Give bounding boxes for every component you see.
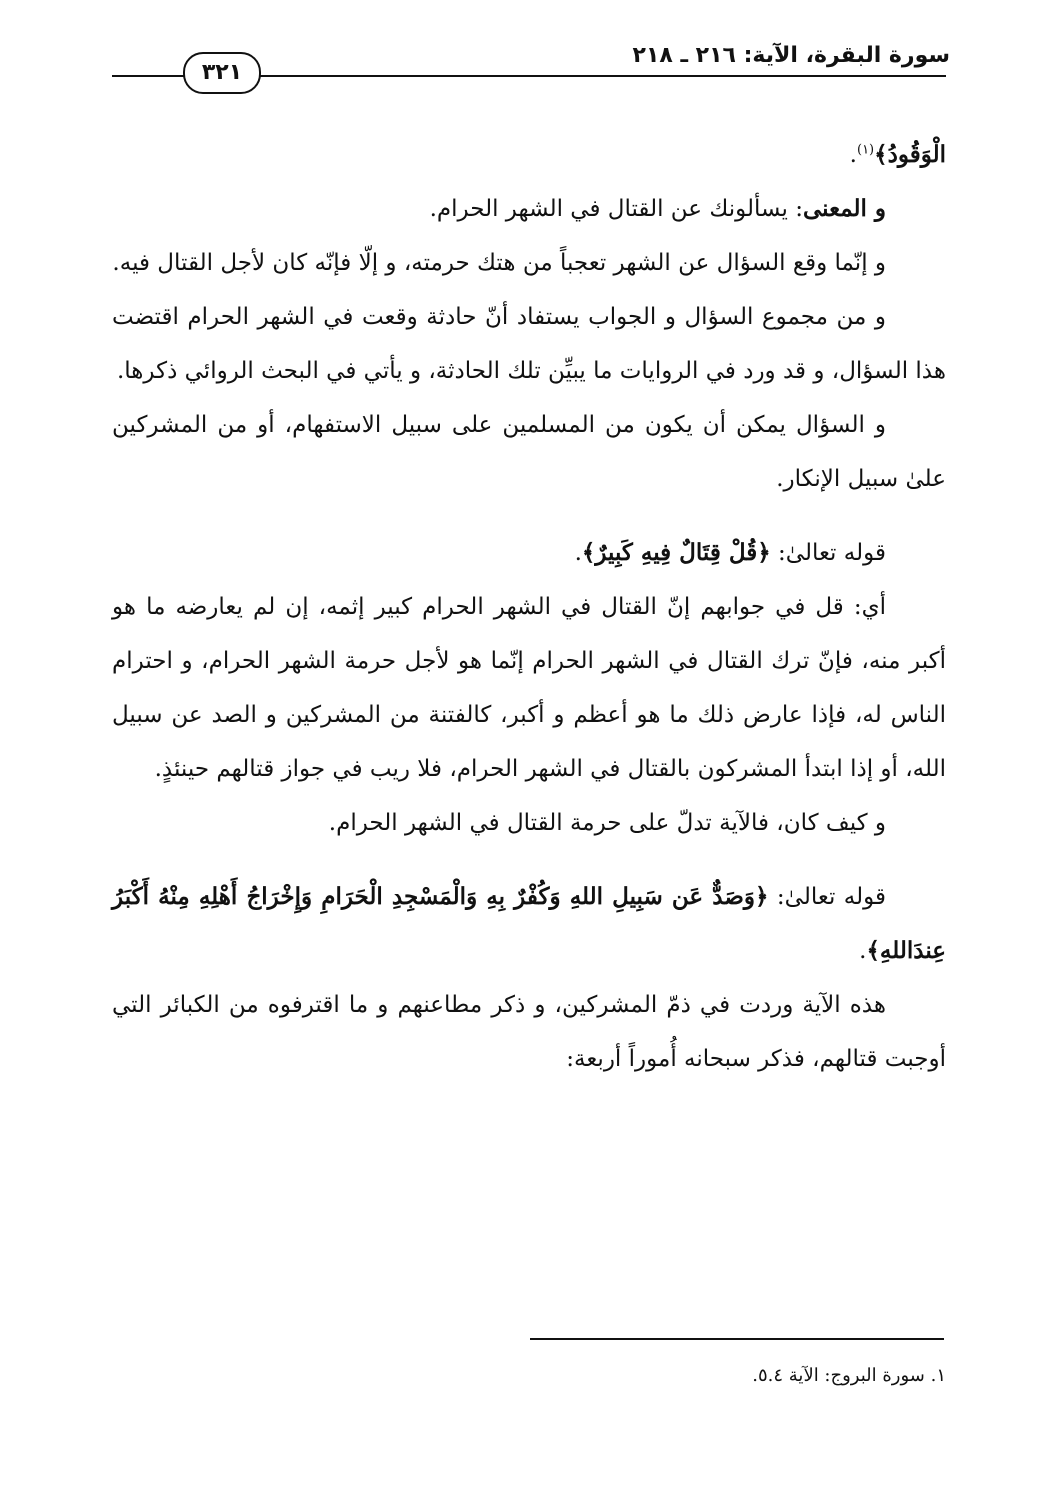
paragraph-9 <box>112 870 946 978</box>
quran-quote: الْوَقُودُ﴾ <box>874 141 946 168</box>
verse-lead: قوله تعالىٰ: <box>768 884 887 910</box>
running-title: سورة البقرة، الآية: ٢١٦ ـ ٢١٨ <box>632 43 950 68</box>
quran-quote: ﴿قُلْ قِتَالٌ فِيهِ كَبِيرٌ﴾ <box>581 539 771 566</box>
paragraph-10: هذه الآية وردت في ذمّ المشركين، و ذكر مطاعنهم و ما اقترفوه من الكبائر التي أوجبت قتالهم، فذكر سبحانه أُموراً أربعة: <box>112 992 946 1072</box>
body-text <box>112 128 946 1086</box>
punctuation: . <box>574 540 582 566</box>
paragraph-8: و كيف كان، فالآية تدلّ على حرمة القتال في الشهر الحرام. <box>328 810 886 836</box>
paragraph-2 <box>112 182 946 236</box>
paragraph-3: و إنّما وقع السؤال عن الشهر تعجباً من هتك حرمته، و إلّا فإنّه كان لأجل القتال فيه. <box>112 250 886 276</box>
punctuation: . <box>849 142 857 168</box>
meaning-text: : يسألونك عن القتال في الشهر الحرام. <box>429 196 803 222</box>
footnote-ref[interactable]: (١) <box>856 142 875 158</box>
paragraph-6 <box>112 526 946 580</box>
footnote: ١. سورة البروج: الآية ٥.٤. <box>752 1365 946 1386</box>
paragraph-5: و السؤال يمكن أن يكون من المسلمين على سبيل الاستفهام، أو من المشركين علىٰ سبيل الإنكار. <box>112 412 946 492</box>
footnote-rule <box>530 1338 944 1340</box>
paragraph-1 <box>112 128 946 182</box>
paragraph-4: و من مجموع السؤال و الجواب يستفاد أنّ حادثة وقعت في الشهر الحرام اقتضت هذا السؤال، و قد ورد في الروايات ما يبيِّن تلك الحادثة، و يأتي في البحث الروائي ذكرها. <box>112 304 946 384</box>
meaning-term: و المعنى <box>802 195 886 222</box>
verse-lead: قوله تعالىٰ: <box>770 540 886 566</box>
page-number-badge: ٣٢١ <box>183 52 261 94</box>
punctuation: . <box>859 938 867 964</box>
paragraph-7: أي: قل في جوابهم إنّ القتال في الشهر الحرام كبير إثمه، إن لم يعارضه ما هو أكبر منه، فإنّ ترك القتال في الشهر الحرام إنّما هو لأجل حرمة الشهر الحرام، و احترام الناس له، فإذا عارض ذلك ما هو أعظم و أكبر، كالفتنة من المشركين و الصد عن سبيل الله، أو إذا ابتدأ المشركون بالقتال في الشهر الحرام، فلا ريب في جواز قتالهم حينئذٍ. <box>112 594 946 782</box>
quran-quote: ﴿وَصَدٌّ عَن سَبِيلِ اللهِ وَكُفْرٌ بِهِ وَالْمَسْجِدِ الْحَرَامِ وَإِخْرَاجُ أَهْلِهِ مِنْهُ أَكْبَرُ عِندَاللهِ﴾ <box>112 883 946 964</box>
